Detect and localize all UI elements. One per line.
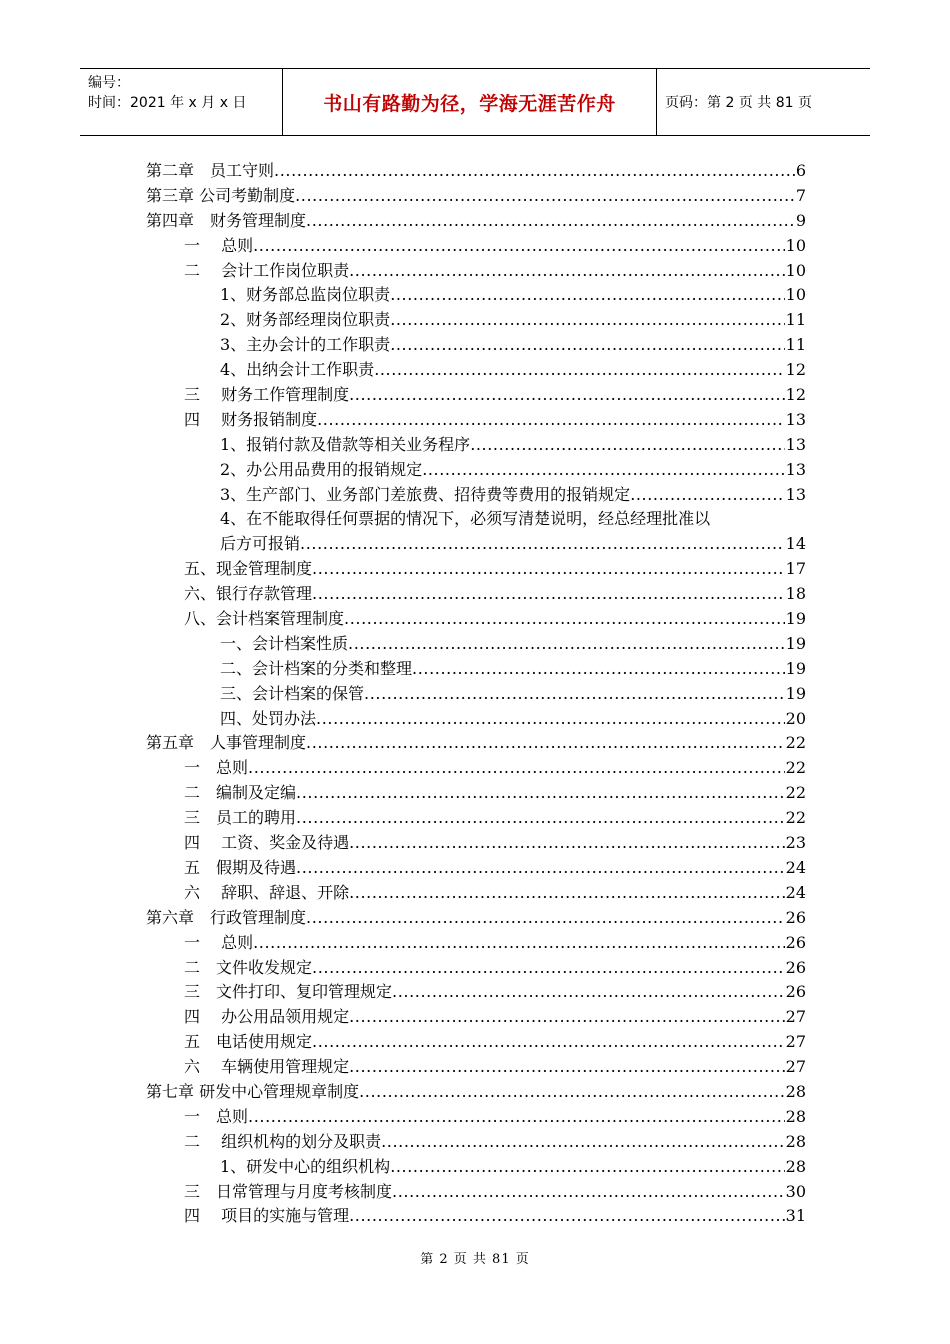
toc-entry[interactable] — [146, 756, 806, 781]
toc-dot-leader — [374, 358, 784, 383]
toc-dot-leader — [390, 1155, 784, 1180]
toc-entry-page: 19 — [785, 609, 806, 629]
toc-entry[interactable] — [146, 1130, 806, 1155]
toc-entry-page: 28 — [785, 1131, 806, 1151]
toc-dot-leader — [316, 707, 785, 732]
toc-entry-title: 四 财务报销制度 — [184, 409, 318, 429]
toc-entry-page: 23 — [785, 833, 806, 853]
toc-entry[interactable] — [146, 980, 806, 1005]
toc-dot-leader — [312, 582, 785, 607]
toc-entry[interactable] — [146, 1005, 806, 1030]
toc-entry[interactable] — [146, 1105, 806, 1130]
toc-dot-leader — [312, 557, 785, 582]
toc-entry-title: 3、主办会计的工作职责 — [220, 335, 391, 355]
toc-dot-leader — [248, 756, 785, 781]
toc-entry-page: 20 — [785, 708, 806, 728]
toc-entry[interactable] — [146, 408, 806, 433]
toc-entry[interactable] — [146, 707, 806, 732]
toc-entry[interactable] — [146, 806, 806, 831]
toc-dot-leader — [349, 881, 785, 906]
toc-entry[interactable] — [146, 532, 806, 557]
toc-entry-title: 4、在不能取得任何票据的情况下，必须写清楚说明，经总经理批准以 — [220, 509, 711, 529]
table-of-contents — [146, 159, 806, 1229]
toc-entry-title: 四 工资、奖金及待遇 — [184, 833, 350, 853]
toc-entry-page: 19 — [785, 633, 806, 653]
header-meta — [88, 73, 246, 113]
toc-entry-title: 四 办公用品领用规定 — [184, 1007, 350, 1027]
toc-entry-title: 三 文件打印、复印管理规定 — [184, 982, 393, 1002]
toc-entry-page: 28 — [785, 1106, 806, 1126]
toc-entry[interactable] — [146, 383, 806, 408]
toc-dot-leader — [390, 333, 784, 358]
toc-dot-leader — [312, 956, 785, 981]
toc-entry-title: 三 财务工作管理制度 — [184, 385, 350, 405]
toc-entry-title: 第五章 人事管理制度 — [146, 733, 307, 753]
toc-entry-page: 22 — [785, 733, 806, 753]
toc-entry-page: 10 — [785, 235, 806, 255]
toc-entry-title: 2、办公用品费用的报销规定 — [220, 459, 423, 479]
toc-entry-title: 3、生产部门、业务部门差旅费、招待费等费用的报销规定 — [220, 484, 631, 504]
toc-entry[interactable] — [146, 657, 806, 682]
toc-entry-page: 18 — [785, 584, 806, 604]
toc-dot-leader — [300, 532, 785, 557]
header-page-info: 页码：第 2 页 共 81 页 — [665, 95, 812, 111]
toc-dot-leader — [296, 856, 785, 881]
toc-entry-page: 27 — [785, 1057, 806, 1077]
toc-entry-title: 二 会计工作岗位职责 — [184, 260, 350, 280]
toc-entry-title: 三 员工的聘用 — [184, 808, 297, 828]
toc-entry-page: 26 — [785, 957, 806, 977]
toc-entry[interactable] — [146, 881, 806, 906]
toc-dot-leader — [349, 1055, 785, 1080]
toc-dot-leader — [349, 1204, 785, 1229]
toc-entry-title: 1、报销付款及借款等相关业务程序 — [220, 434, 471, 454]
toc-entry[interactable] — [146, 781, 806, 806]
toc-dot-leader — [381, 1130, 785, 1155]
toc-entry-title: 一 总则 — [184, 758, 249, 778]
toc-entry-title: 第二章 员工守则 — [146, 161, 275, 180]
toc-entry-title: 八、会计档案管理制度 — [184, 609, 345, 629]
toc-entry[interactable] — [146, 333, 806, 358]
toc-dot-leader — [630, 483, 784, 508]
toc-entry-title: 二 文件收发规定 — [184, 957, 313, 977]
toc-dot-leader — [349, 259, 785, 284]
header-date-label: 时间：2021 年 x 月 x 日 — [88, 95, 247, 111]
toc-dot-leader — [349, 383, 785, 408]
toc-entry-page: 9 — [795, 210, 806, 230]
toc-entry-page: 22 — [785, 758, 806, 778]
toc-dot-leader — [364, 682, 785, 707]
toc-entry-title: 三 日常管理与月度考核制度 — [184, 1181, 393, 1201]
toc-entry[interactable] — [146, 1204, 806, 1229]
toc-entry-page: 17 — [785, 559, 806, 579]
toc-entry-page: 13 — [785, 459, 806, 479]
toc-entry[interactable] — [146, 358, 806, 383]
toc-entry-title: 1、研发中心的组织机构 — [220, 1156, 391, 1176]
toc-entry-page: 26 — [785, 907, 806, 927]
toc-dot-leader — [348, 632, 785, 657]
toc-entry-title: 一 总则 — [184, 932, 254, 952]
toc-entry-page: 27 — [785, 1007, 806, 1027]
toc-dot-leader — [344, 607, 785, 632]
header-divider — [656, 69, 657, 135]
toc-entry-page: 30 — [785, 1181, 806, 1201]
toc-entry[interactable] — [146, 632, 806, 657]
toc-entry[interactable] — [146, 507, 806, 532]
toc-dot-leader — [312, 1030, 785, 1055]
toc-entry-page: 12 — [785, 385, 806, 405]
toc-dot-leader — [390, 283, 784, 308]
toc-entry[interactable] — [146, 856, 806, 881]
toc-entry-title: 二 编制及定编 — [184, 783, 297, 803]
toc-entry-page: 26 — [785, 932, 806, 952]
toc-entry[interactable] — [146, 557, 806, 582]
toc-entry-title: 后方可报销 — [220, 534, 301, 554]
toc-entry[interactable] — [146, 283, 806, 308]
toc-entry-page: 7 — [795, 185, 806, 205]
toc-dot-leader — [359, 1080, 785, 1105]
toc-entry[interactable] — [146, 931, 806, 956]
toc-dot-leader — [317, 408, 785, 433]
toc-entry-page: 10 — [785, 260, 806, 280]
toc-dot-leader — [296, 806, 785, 831]
toc-dot-leader — [412, 657, 785, 682]
toc-entry-title: 六 辞职、辞退、开除 — [184, 882, 350, 902]
toc-dot-leader — [349, 1005, 785, 1030]
toc-entry[interactable] — [146, 956, 806, 981]
toc-entry[interactable] — [146, 1080, 806, 1105]
toc-entry-page: 6 — [795, 161, 806, 180]
toc-entry-title: 1、财务部总监岗位职责 — [220, 285, 391, 305]
toc-dot-leader — [306, 906, 785, 931]
toc-entry[interactable] — [146, 159, 806, 184]
toc-dot-leader — [248, 1105, 785, 1130]
toc-dot-leader — [295, 184, 795, 209]
toc-entry-title: 4、出纳会计工作职责 — [220, 360, 375, 380]
toc-entry[interactable] — [146, 1180, 806, 1205]
toc-dot-leader — [306, 731, 785, 756]
toc-entry-title: 五 假期及待遇 — [184, 857, 297, 877]
toc-entry[interactable] — [146, 906, 806, 931]
toc-entry-page: 19 — [785, 658, 806, 678]
header-number-label: 编号： — [88, 75, 130, 91]
toc-entry-page: 13 — [785, 409, 806, 429]
toc-entry-title: 2、财务部经理岗位职责 — [220, 310, 391, 330]
toc-entry-page: 14 — [785, 534, 806, 554]
header-motto: 书山有路勤为径，学海无涯苦作舟 — [323, 92, 616, 115]
toc-entry-title: 第三章 公司考勤制度 — [146, 185, 296, 205]
toc-entry[interactable] — [146, 731, 806, 756]
toc-entry-title: 二、会计档案的分类和整理 — [220, 658, 413, 678]
toc-dot-leader — [392, 980, 785, 1005]
toc-dot-leader — [253, 931, 785, 956]
toc-entry[interactable] — [146, 1030, 806, 1055]
toc-entry[interactable] — [146, 1155, 806, 1180]
toc-entry-title: 三、会计档案的保管 — [220, 683, 365, 703]
toc-entry-page: 27 — [785, 1032, 806, 1052]
toc-entry-title: 六 车辆使用管理规定 — [184, 1057, 350, 1077]
toc-entry[interactable] — [146, 433, 806, 458]
toc-dot-leader — [470, 433, 784, 458]
toc-entry-page: 22 — [785, 808, 806, 828]
toc-entry[interactable] — [146, 184, 806, 209]
toc-entry-page: 13 — [785, 434, 806, 454]
toc-entry-page: 26 — [785, 982, 806, 1002]
toc-entry-page: 10 — [785, 285, 806, 305]
toc-entry-title: 四、处罚办法 — [220, 708, 317, 728]
toc-dot-leader — [253, 234, 785, 259]
toc-entry[interactable] — [146, 209, 806, 234]
toc-entry-page: 11 — [785, 310, 806, 330]
toc-entry-page: 22 — [785, 783, 806, 803]
toc-entry[interactable] — [146, 1055, 806, 1080]
toc-entry-page: 12 — [785, 360, 806, 380]
toc-entry-page: 24 — [785, 882, 806, 902]
toc-dot-leader — [306, 209, 795, 234]
toc-entry-page: 11 — [785, 335, 806, 355]
toc-entry[interactable] — [146, 483, 806, 508]
toc-dot-leader — [422, 458, 784, 483]
toc-entry-title: 六、银行存款管理 — [184, 584, 313, 604]
toc-entry-page: 19 — [785, 683, 806, 703]
toc-entry[interactable] — [146, 607, 806, 632]
toc-entry[interactable] — [146, 308, 806, 333]
toc-entry[interactable] — [146, 458, 806, 483]
page-footer: 第 2 页 共 81 页 — [420, 1252, 530, 1267]
toc-entry-title: 四 项目的实施与管理 — [184, 1206, 350, 1226]
toc-entry-title: 二 组织机构的划分及职责 — [184, 1131, 382, 1151]
toc-dot-leader — [392, 1180, 785, 1205]
toc-entry-page: 24 — [785, 857, 806, 877]
toc-entry-page: 28 — [785, 1156, 806, 1176]
toc-dot-leader — [390, 308, 784, 333]
toc-entry-page: 13 — [785, 484, 806, 504]
toc-entry-page: 31 — [785, 1206, 806, 1226]
toc-entry[interactable] — [146, 234, 806, 259]
toc-entry[interactable] — [146, 831, 806, 856]
toc-entry[interactable] — [146, 259, 806, 284]
toc-entry[interactable] — [146, 682, 806, 707]
toc-entry-title: 五、现金管理制度 — [184, 559, 313, 579]
toc-dot-leader — [296, 781, 785, 806]
toc-entry[interactable] — [146, 582, 806, 607]
toc-entry-title: 第七章 研发中心管理规章制度 — [146, 1081, 360, 1101]
toc-entry-title: 一 总则 — [184, 235, 254, 255]
page-header-table — [80, 68, 870, 136]
toc-entry-title: 一 总则 — [184, 1106, 249, 1126]
toc-entry-title: 五 电话使用规定 — [184, 1032, 313, 1052]
toc-dot-leader — [349, 831, 785, 856]
toc-entry-page: 28 — [785, 1081, 806, 1101]
toc-dot-leader — [274, 159, 795, 184]
toc-entry-title: 第六章 行政管理制度 — [146, 907, 307, 927]
toc-entry-title: 第四章 财务管理制度 — [146, 210, 307, 230]
toc-entry-title: 一、会计档案性质 — [220, 633, 349, 653]
